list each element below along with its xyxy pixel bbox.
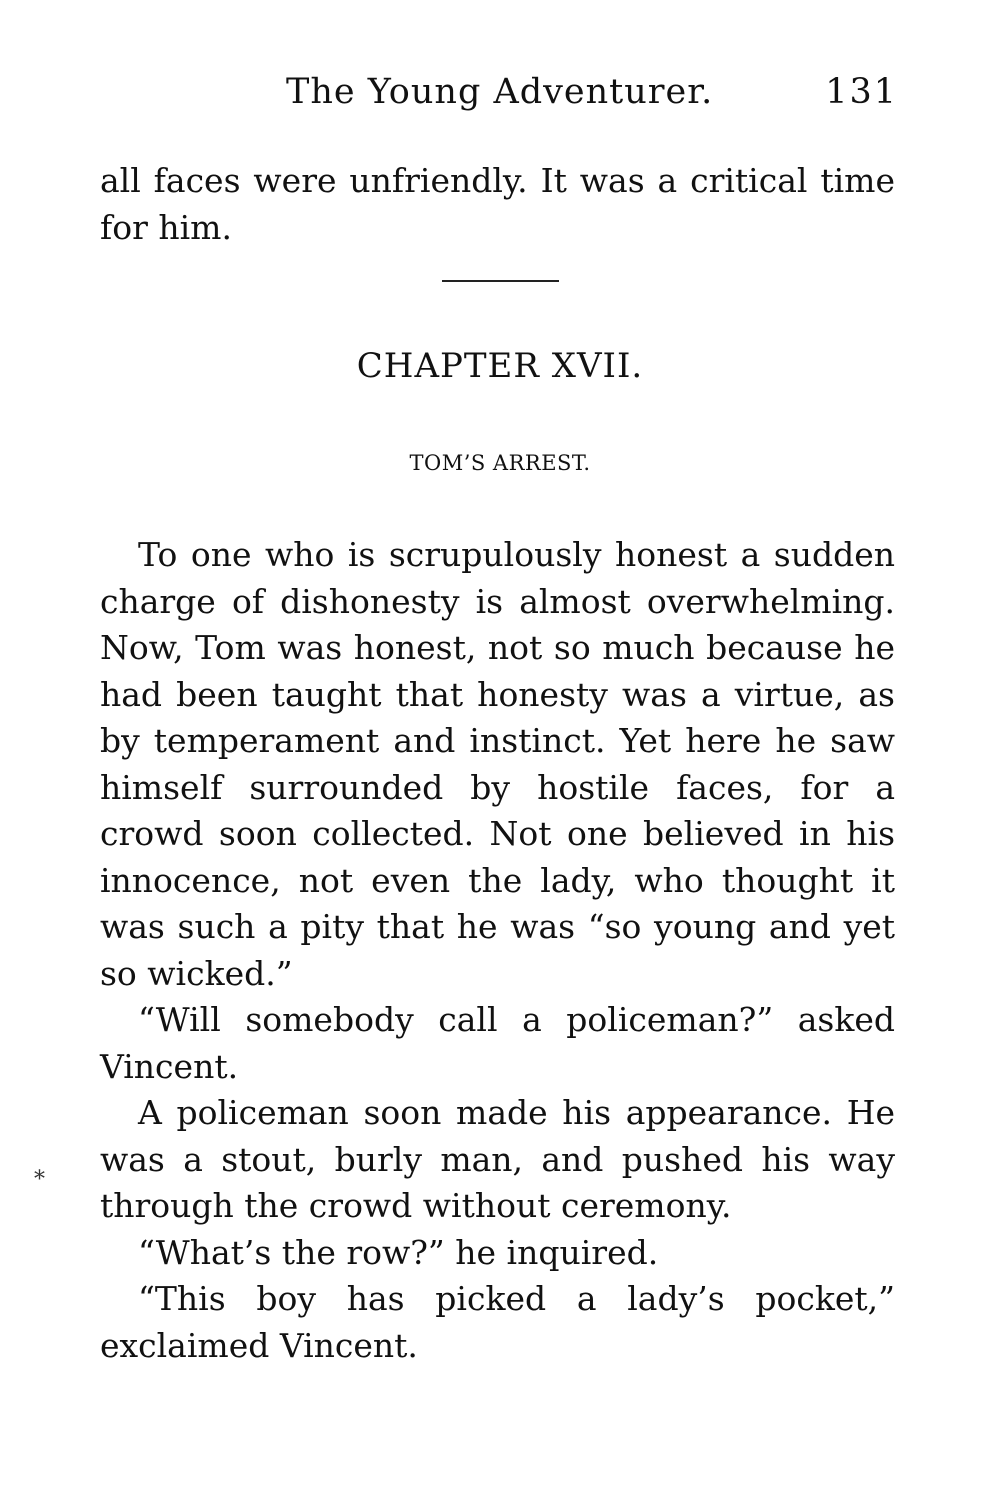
chapter-subtitle: TOM’S ARREST. [409,451,591,475]
paragraph: To one who is scrupulously honest a sudden charge of dishonesty is almost overwhelming. Now, Tom was honest, not so much because he had been taught that honesty was a virtue, as by temperament and instinct. Yet here he saw himself surrounded by hostile faces, for a crowd soon collected. Not one believed in his innocence, not even the lady, who thought it was such a pity that he was “so young and yet so wicked.” [100,535,895,993]
section-divider [442,280,559,282]
chapter-heading: CHAPTER XVII. [356,346,644,386]
page-number: 131 [825,72,898,112]
margin-ink-mark: ⁎ [34,1160,45,1185]
chapter-body [100,532,895,1369]
paragraph: “This boy has picked a lady’s pocket,” exclaimed Vincent. [100,1279,895,1365]
paragraph: “What’s the row?” he inquired. [138,1232,659,1272]
running-head [100,72,898,122]
continued-paragraph [100,158,895,251]
paragraph: “Will somebody call a policeman?” asked Vincent. [100,1000,895,1086]
paragraph: all faces were unfriendly. It was a critical time for him. [100,161,895,247]
running-title: The Young Adventurer. [286,72,714,112]
paragraph: A policeman soon made his appearance. He was a stout, burly man, and pushed his way through the crowd without ceremony. [100,1093,895,1225]
